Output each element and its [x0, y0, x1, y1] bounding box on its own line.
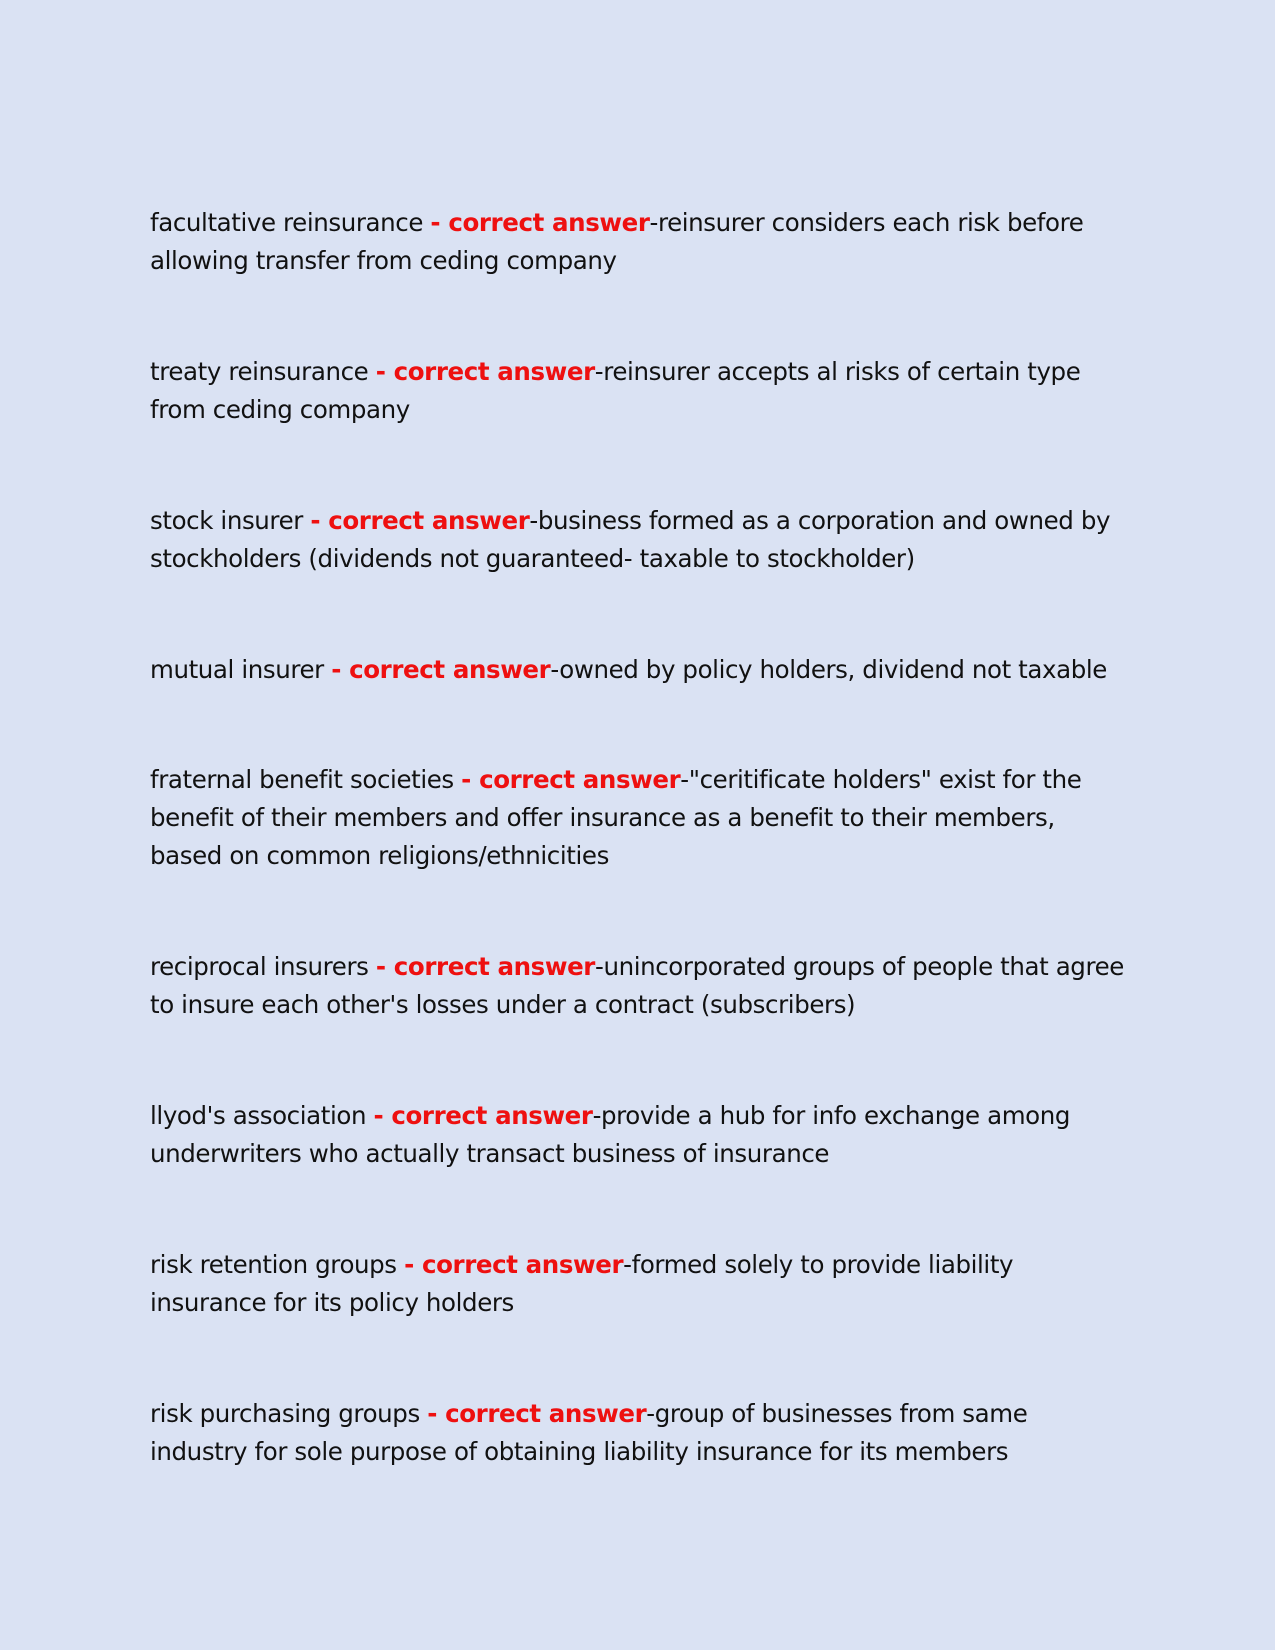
answer-separator: - correct answer [331, 655, 551, 684]
flashcard-entry [150, 353, 1125, 429]
term: risk retention groups [150, 1250, 405, 1279]
flashcard-entry [150, 1246, 1125, 1322]
definition: -reinsurer considers each risk before allowing transfer from ceding company [150, 208, 1084, 275]
flashcard-entry [150, 948, 1125, 1024]
flashcard-entry [150, 204, 1125, 280]
answer-separator: - correct answer [461, 765, 681, 794]
answer-separator: - correct answer [310, 506, 530, 535]
term: facultative reinsurance [150, 208, 431, 237]
answer-separator: - correct answer [375, 357, 595, 386]
answer-separator: - correct answer [375, 952, 595, 981]
term: treaty reinsurance [150, 357, 376, 386]
term: mutual insurer [150, 655, 332, 684]
definition: -formed solely to provide liability insurance for its policy holders [150, 1250, 1014, 1317]
term: risk purchasing groups [150, 1399, 428, 1428]
flashcard-entry [150, 502, 1125, 578]
term: llyod's association [150, 1101, 374, 1130]
answer-separator: - correct answer [427, 1399, 647, 1428]
definition: -owned by policy holders, dividend not taxable [550, 655, 1107, 684]
term: fraternal benefit societies [150, 765, 462, 794]
definition: -"ceritificate holders" exist for the benefit of their members and offer insurance as a benefit to their members, based on common religions/ethnicities [150, 765, 1082, 870]
document-page [150, 204, 1125, 1544]
flashcard-entry [150, 651, 1125, 689]
answer-separator: - correct answer [373, 1101, 593, 1130]
definition: -reinsurer accepts al risks of certain type from ceding company [150, 357, 1081, 424]
flashcard-entry [150, 1097, 1125, 1173]
answer-separator: - correct answer [430, 208, 650, 237]
definition: -business formed as a corporation and owned by stockholders (dividends not guaranteed- taxable to stockholder) [150, 506, 1111, 573]
flashcard-entry [150, 761, 1125, 875]
definition: -provide a hub for info exchange among underwriters who actually transact business of insurance [150, 1101, 1071, 1168]
term: reciprocal insurers [150, 952, 376, 981]
flashcard-entry [150, 1395, 1125, 1471]
term: stock insurer [150, 506, 311, 535]
definition: -group of businesses from same industry for sole purpose of obtaining liability insurance for its members [150, 1399, 1028, 1466]
answer-separator: - correct answer [404, 1250, 624, 1279]
definition: -unincorporated groups of people that agree to insure each other's losses under a contract (subscribers) [150, 952, 1124, 1019]
